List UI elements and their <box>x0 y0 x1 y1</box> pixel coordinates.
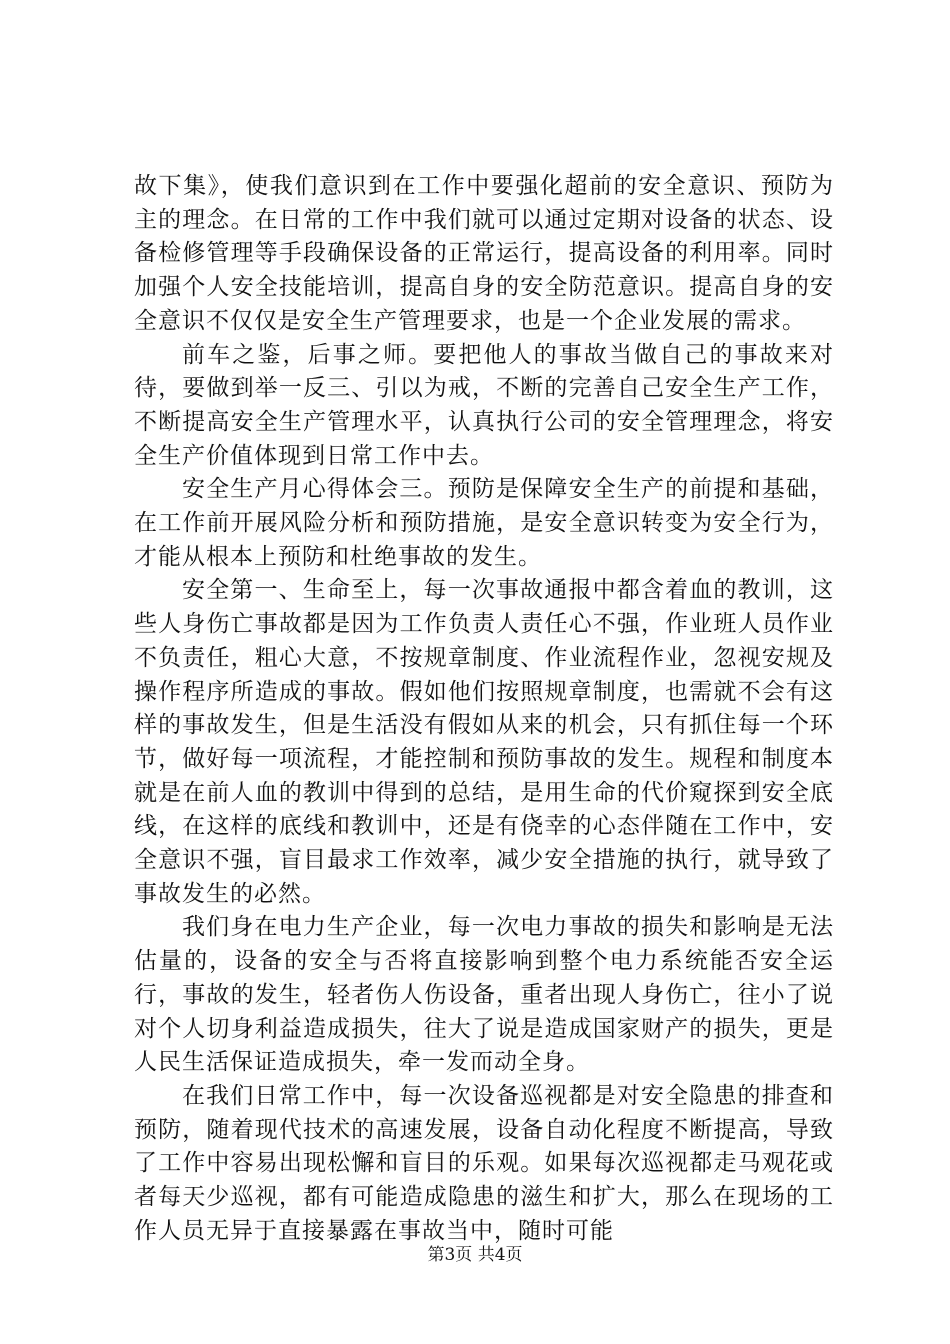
paragraph-5: 我们身在电力生产企业，每一次电力事故的损失和影响是无法估量的，设备的安全与否将直接影响到整个电力系统能否安全运行，事故的发生，轻者伤人伤设备，重者出现人身伤亡，往小了说对个人切身利益造成损失，往大了说是造成国家财产的损失，更是人民生活保证造成损失，牵一发而动全身。 <box>134 914 834 1076</box>
document-body <box>134 170 834 1249</box>
paragraph-1: 故下集》，使我们意识到在工作中要强化超前的安全意识、预防为主的理念。在日常的工作中我们就可以通过定期对设备的状态、设备检修管理等手段确保设备的正常运行，提高设备的利用率。同时加强个人安全技能培训，提高自身的安全防范意识。提高自身的安全意识不仅仅是安全生产管理要求，也是一个企业发展的需求。 <box>134 173 834 334</box>
paragraph-6: 在我们日常工作中，每一次设备巡视都是对安全隐患的排查和预防，随着现代技术的高速发展，设备自动化程度不断提高，导致了工作中容易出现松懈和盲目的乐观。如果每次巡视都走马观花或者每天少巡视，都有可能造成隐患的滋生和扩大，那么在现场的工作人员无异于直接暴露在事故当中，随时可能 <box>134 1082 834 1244</box>
paragraph-3: 安全生产月心得体会三。预防是保障安全生产的前提和基础，在工作前开展风险分析和预防措施，是安全意识转变为安全行为，才能从根本上预防和杜绝事故的发生。 <box>134 476 834 570</box>
paragraph-2: 前车之鉴，后事之师。要把他人的事故当做自己的事故来对待，要做到举一反三、引以为戒，不断的完善自己安全生产工作，不断提高安全生产管理水平，认真执行公司的安全管理理念，将安全生产价值体现到日常工作中去。 <box>134 341 834 469</box>
page-number-footer: 第3页 共4页 <box>427 1245 523 1265</box>
paragraph-4: 安全第一、生命至上，每一次事故通报中都含着血的教训，这些人身伤亡事故都是因为工作负责人责任心不强，作业班人员作业不负责任，粗心大意，不按规章制度、作业流程作业，忽视安规及操作程序所造成的事故。假如他们按照规章制度，也需就不会有这样的事故发生，但是生活没有假如从来的机会，只有抓住每一个环节，做好每一项流程，才能控制和预防事故的发生。规程和制度本就是在前人血的教训中得到的总结，是用生命的代价窥探到安全底线，在这样的底线和教训中，还是有侥幸的心态伴随在工作中，安全意识不强，盲目最求工作效率，减少安全措施的执行，就导致了事故发生的必然。 <box>134 577 834 907</box>
